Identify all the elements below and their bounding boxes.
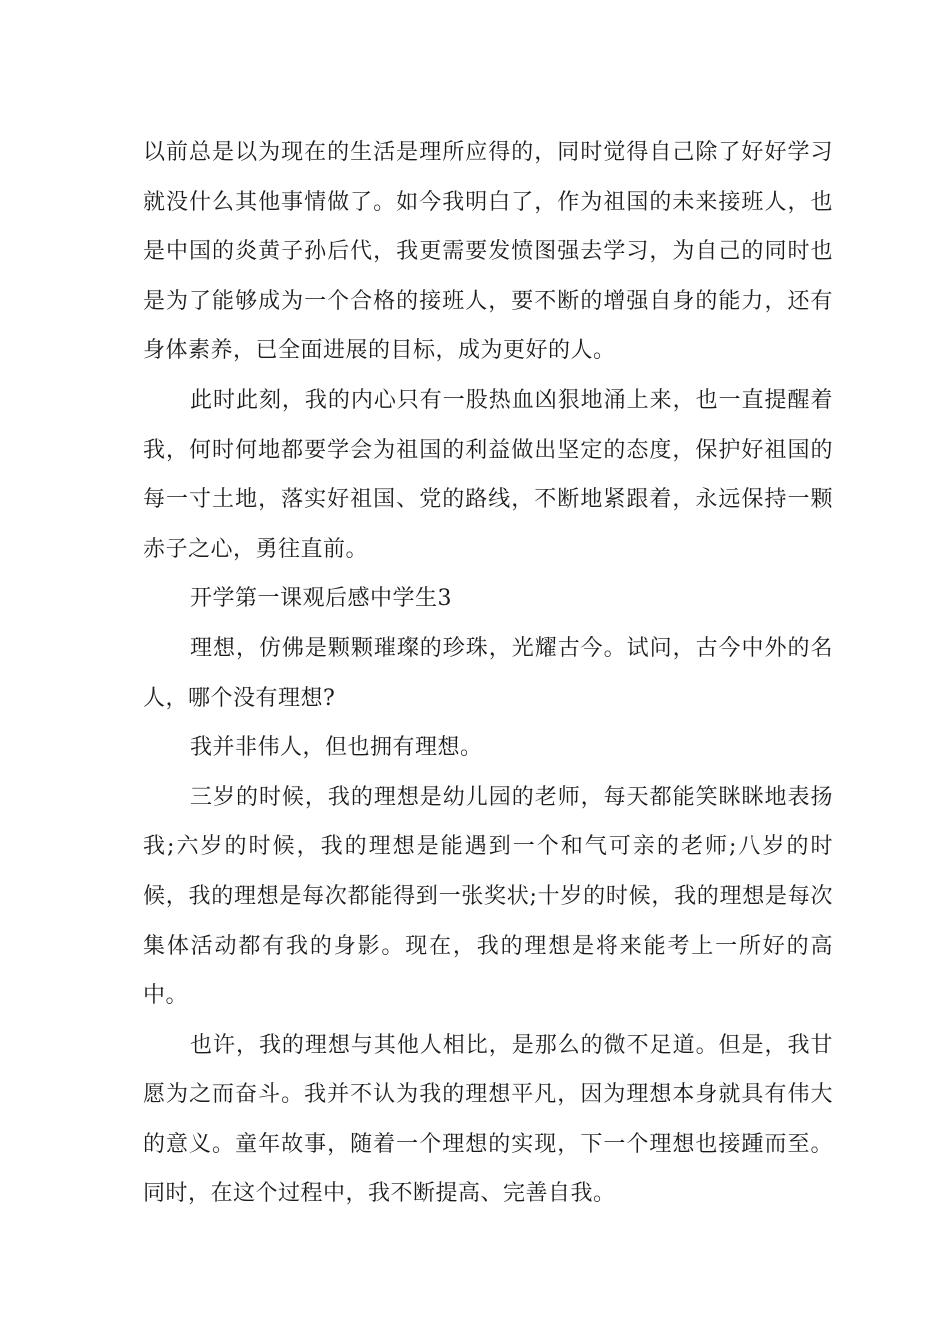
section-heading: 开学第一课观后感中学生3	[190, 586, 452, 612]
paragraph-2: 此时此刻，我的内心只有一股热血凶狠地涌上来，也一直提醒着我，何时何地都要学会为祖国的利益做出坚定的态度，保护好祖国的每一寸土地，落实好祖国、党的路线，不断地紧跟着，永远保持一颗赤子之心，勇往直前。	[143, 387, 833, 562]
paragraph-4: 我并非伟人，但也拥有理想。	[190, 735, 483, 761]
paragraph-6: 也许，我的理想与其他人相比，是那么的微不足道。但是，我甘愿为之而奋斗。我并不认为我的理想平凡，因为理想本身就具有伟大的意义。童年故事，随着一个理想的实现，下一个理想也接踵而至。同时，在这个过程中，我不断提高、完善自我。	[143, 1032, 833, 1207]
paragraph-5: 三岁的时候，我的理想是幼儿园的老师，每天都能笑眯眯地表扬我;六岁的时候，我的理想是能遇到一个和气可亲的老师;八岁的时候，我的理想是每次都能得到一张奖状;十岁的时候，我的理想是每次集体活动都有我的身影。现在，我的理想是将来能考上一所好的高中。	[143, 784, 833, 1009]
paragraph-3: 理想，仿佛是颗颗璀璨的珍珠，光耀古今。试问，古今中外的名人，哪个没有理想?	[143, 635, 833, 711]
paragraph-1: 以前总是以为现在的生活是理所应得的，同时觉得自己除了好好学习就没什么其他事情做了。如今我明白了，作为祖国的未来接班人，也是中国的炎黄子孙后代，我更需要发愤图强去学习，为自己的同时也是为了能够成为一个合格的接班人，要不断的增强自身的能力，还有身体素养，已全面进展的目标，成为更好的人。	[143, 140, 833, 364]
document-body	[143, 128, 833, 1219]
